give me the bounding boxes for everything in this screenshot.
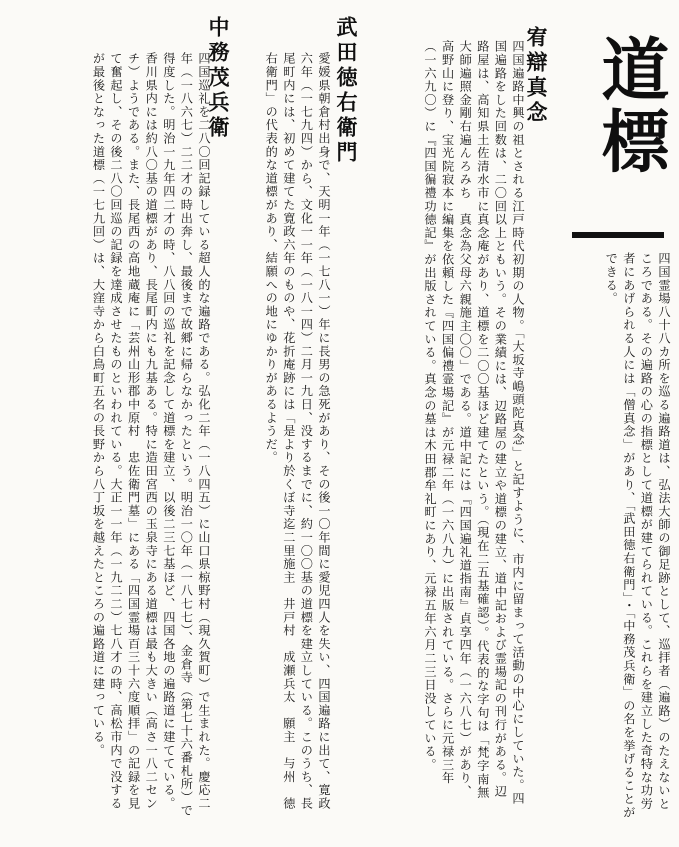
section-body-takeda: 愛媛県朝倉村出身で、天明一年（一七八一）年に長男の急死があり、その後一〇年間に愛児四人を失い、四国遍路に出て、寛政六年（一七九四）から、文化一一年（一八一四）二月一九日、没するまでに、約一〇〇基の道標を建立している。このうち、長尾町内には、初めて建てた寛政六年のものや、花折庵跡には「是より於くぼ寺迄二里施主 井戸村 成瀬兵太 願主 与州 徳右衛門」の代表的な道標があり、結願への地にゆかりがあるようだ。 xyxy=(264,52,331,811)
intro-paragraph: 四国霊場八十八カ所を巡る遍路道は、弘法大師の御足跡として、巡拝者（遍路）のたえないところである。その遍路の心の指標として道標が建てられている。これらを建立した奇特な功労者にあげられる人には「僧真念」があり、「武田徳右衛門」・「中務茂兵衛」の名を挙げることができる。 xyxy=(604,252,671,819)
section-heading-nakatsukasa: 中務茂兵衛 xyxy=(206,16,231,141)
section-heading-takeda: 武田徳右衛門 xyxy=(334,16,359,166)
section-body-nakatsukasa: 四国巡礼を二八〇回記録している超人的な遍路である。弘化二年（一八四五）に山口県椋野村（現久賀町）で生まれた。慶応二年（一八六七）二二才の時出奔し、最後まで故郷に帰らなかったという。明治一〇年（一八七七）、金倉寺（第七十六番札所）で得度した。明治一九年四二才の時、八八回の巡礼を記念して道標を建立、以後二三七基ほど、四国各地の遍路道に建てている。香川県内には約八〇基の道標があり、長尾町内にも九基ある。特に造田宮西の玉泉寺にある道標は最も大きい（高さ一八二センチ）ようである。また、長尾西の高地蔵庵に「芸州山形郡中原村 忠佐衛門墓」にある「四国霊場百三十六度順拝」の記録を見て奮起し、その後二八〇回巡の記録を達成させたものといわれている。大正一一年（一九二二）七八才の時、高松市内で没するが最後となった道標（一七九回）は、大窪寺から白鳥町五名の長野から八丁坂を越えたところの遍路道に建っている。 xyxy=(91,52,211,818)
section-body-shinnen: 四国遍路中興の祖とされる江戸時代初期の人物。「大坂寺嶋頭陀真念」と記すように、市内に留まって活動の中心にしていた。四国遍路をした回数は、二〇回以上ともいう。その業績には、辺路屋の建立や道標の建立、道中記および霊場記の刊行がある。辺路屋は、高知県土佐清水市に真念庵があり、道標を二〇〇基ほど建てたという。（現在二五基確認）。代表的な字句は「梵字南無大師遍照金剛右遍んろみち 真念為父母六親施主〇〇」である。道中記には『四国遍礼道指南』貞享四年（一六八七）があり、高野山に登り、宝光院寂本に編集を依頼した『四国偏禮霊場記』が元禄二年（一六八九）に出版されている。さらに元禄三年（一六九〇）に『四国徧禮功徳記』が出版されている。真念の墓は木田郡牟礼町にあり、元禄五年六月二三日没している。 xyxy=(423,40,525,806)
page-title: 道標 xyxy=(590,34,670,178)
title-underline xyxy=(572,232,664,238)
section-heading-shinnen: 宥辯真念 xyxy=(524,26,549,126)
